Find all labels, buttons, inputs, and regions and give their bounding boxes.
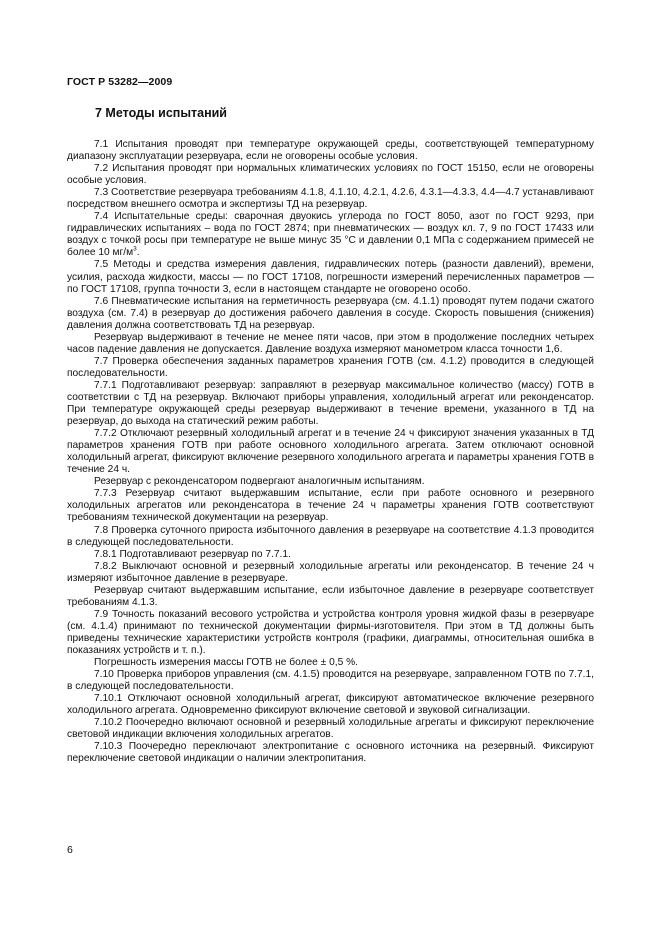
paragraph: Резервуар с реконденсатором подвергают аналогичным испытаниям. — [94, 476, 425, 488]
paragraph: Резервуар выдерживают в течение не менее пяти часов, при этом в продолжение последних четырех часов падение давления не допускается. Давление воздуха измеряют манометром класса точности 1,6. — [67, 331, 594, 355]
superscript: 3 — [133, 246, 137, 254]
paragraph: 7.1 Испытания проводят при температуре окружающей среды, соответствующей температурному диапазону эксплуатации резервуара, если не оговорены особые условия. — [67, 139, 594, 163]
paragraph: 7.3 Соответствие резервуара требованиям 4.1.8, 4.1.10, 4.2.1, 4.2.6, 4.3.1—4.3.3, 4.4—4.7 устанавливают посредством внешнего осмотра и экспертизы ТД на резервуар. — [67, 187, 594, 211]
section-title: 7 Методы испытаний — [95, 106, 227, 120]
paragraph: 7.8.2 Выключают основной и резервный холодильные агрегаты или реконденсатор. В течение 24 ч измеряют избыточное давление в резервуаре. — [67, 560, 594, 584]
document-code-header: ГОСТ Р 53282—2009 — [67, 76, 173, 88]
paragraph: 7.8.1 Подготавливают резервуар по 7.7.1. — [94, 548, 291, 560]
paragraph: 7.7.2 Отключают резервный холодильный агрегат и в течение 24 ч фиксируют значения указанных в ТД параметров хранения ГОТВ при работе основного холодильного агрегата. Затем отключают основной холодильный агрегат, фиксируют включение резервного холодильного агрегата и параметры хранения ГОТВ в течение 24 ч. — [67, 428, 594, 476]
paragraph — [67, 211, 594, 259]
paragraph-text: 7.4 Испытательные среды: сварочная двуокись углерода по ГОСТ 8050, азот по ГОСТ 9293, при гидравлических испытаниях – вода по ГОСТ 2874; при пневматических — воздух кл. 7, 9 по ГОСТ 17433 или воздух с точкой росы при температуре не выше минус 35 °С и давлении 0,1 МПа с содержанием примесей не более 10 мг/м — [67, 211, 594, 259]
paragraph: 7.6 Пневматические испытания на герметичность резервуара (см. 4.1.1) проводят путем подачи сжатого воздуха (см. 7.4) в резервуар до достижения рабочего давления в сосуде. Скорость повышения (снижения) давления должна соответствовать ТД на резервуар. — [67, 295, 594, 331]
document-body — [67, 139, 594, 765]
paragraph: 7.10 Проверка приборов управления (см. 4.1.5) проводится на резервуаре, заправленном ГОТВ по 7.7.1, в следующей последовательности. — [67, 669, 594, 693]
paragraph: 7.7.3 Резервуар считают выдержавшим испытание, если при работе основного и резервного холодильных агрегатов или реконденсатора в течение 24 ч параметры хранения ГОТВ соответствуют требованиям технической документации на резервуар. — [67, 488, 594, 524]
paragraph: 7.10.2 Поочередно включают основной и резервный холодильные агрегаты и фиксируют переключение световой индикации включения холодильных агрегатов. — [67, 717, 594, 741]
paragraph: 7.7 Проверка обеспечения заданных параметров хранения ГОТВ (см. 4.1.2) проводится в следующей последовательности. — [67, 355, 594, 379]
paragraph: Резервуар считают выдержавшим испытание, если избыточное давление в резервуаре соответствует требованиям 4.1.3. — [67, 584, 594, 608]
paragraph: 7.2 Испытания проводят при нормальных климатических условиях по ГОСТ 15150, если не оговорены особые условия. — [67, 163, 594, 187]
paragraph-tail: . — [136, 247, 140, 259]
paragraph: Погрешность измерения массы ГОТВ не более ± 0,5 %. — [94, 657, 358, 669]
paragraph: 7.10.3 Поочередно переключают электропитание с основного источника на резервный. Фиксируют переключение световой индикации о наличии электропитания. — [67, 741, 594, 765]
paragraph: 7.10.1 Отключают основной холодильный агрегат, фиксируют автоматическое включение резервного холодильного агрегата. Одновременно фиксируют включение световой и звуковой сигнализации. — [67, 693, 594, 717]
paragraph: 7.5 Методы и средства измерения давления, гидравлических потерь (разности давлений), времени, усилия, расхода жидкости, массы — по ГОСТ 17108, погрешности измерений перечисленных параметров — по ГОСТ 17108, группа точности 3, если в настоящем стандарте не оговорено особо. — [67, 259, 594, 295]
paragraph: 7.9 Точность показаний весового устройства и устройства контроля уровня жидкой фазы в резервуаре (см. 4.1.4) принимают по технической документации фирмы-изготовителя. При этом в ТД должны быть приведены технические характеристики устройств контроля (графики, диаграммы, относительная ошибка в показаниях устройств и т. п.). — [67, 608, 594, 656]
paragraph: 7.8 Проверка суточного прироста избыточного давления в резервуаре на соответствие 4.1.3 проводится в следующей последовательности. — [67, 524, 594, 548]
paragraph: 7.7.1 Подготавливают резервуар: заправляют в резервуар максимальное количество (массу) ГОТВ в соответствии с ТД на резервуар. Включают приборы управления, холодильный агрегат или реконденсатор. При температуре окружающей среды резервуар выдерживают в течение времени, указанного в ТД на резервуар, до выхода на статический режим работы. — [67, 379, 594, 428]
page-number: 6 — [67, 844, 73, 856]
